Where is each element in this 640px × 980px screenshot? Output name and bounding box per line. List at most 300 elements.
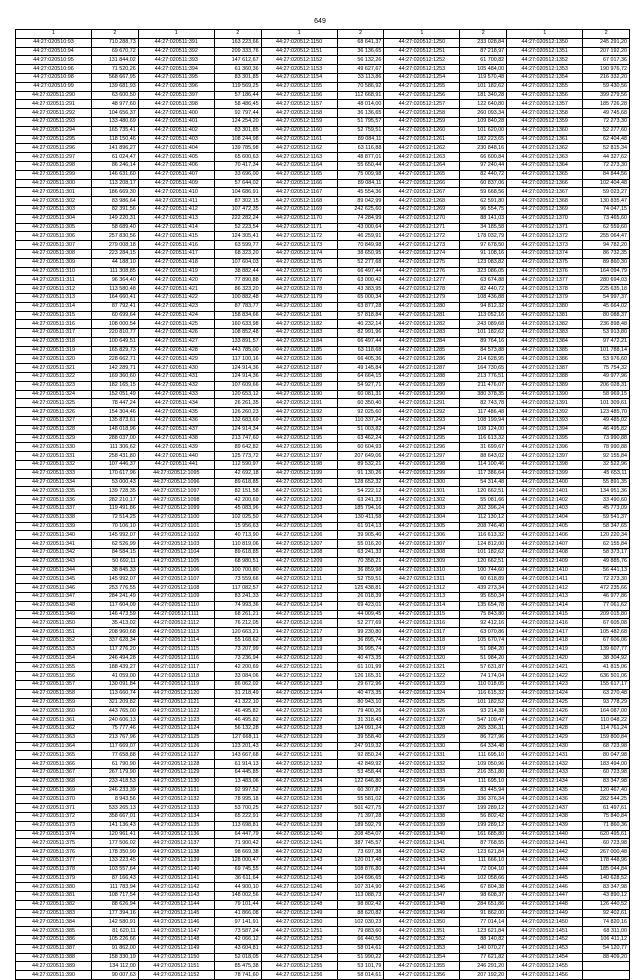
cadastral-value-cell: 57 644,02 — [214, 179, 261, 188]
cadastral-number-cell: 44:27:020512:1365 — [507, 170, 583, 179]
cadastral-number-cell: 44:27:020512:1406 — [507, 531, 583, 540]
cadastral-number-cell: 44:27:020512:1382 — [507, 320, 583, 329]
table-row — [16, 153, 630, 162]
cadastral-number-cell: 44:27:020512:1151 — [261, 47, 337, 56]
cadastral-number-cell: 44:27:020512:1226 — [261, 707, 337, 716]
cadastral-value-cell: 142 289,71 — [92, 364, 139, 373]
cadastral-number-cell: 44:27:020511:337 — [16, 505, 92, 514]
cadastral-number-cell: 44:27:020512:1397 — [507, 452, 583, 461]
table-row — [16, 865, 630, 874]
cadastral-number-cell: 44:27:020512:1183 — [261, 329, 337, 338]
cadastral-value-cell: 92 155,84 — [583, 452, 630, 461]
cadastral-value-cell: 111 666,10 — [460, 856, 507, 865]
cadastral-number-cell: 44:27:020511:422 — [138, 293, 214, 302]
table-row — [16, 241, 630, 250]
cadastral-value-cell: 68 980,51 — [214, 557, 261, 566]
cadastral-number-cell: 44:27:020512:1278 — [384, 285, 460, 294]
cadastral-value-cell: 64 664,15 — [337, 373, 384, 382]
table-row — [16, 126, 630, 135]
cadastral-number-cell: 44:27:020512:1099 — [138, 505, 214, 514]
cadastral-number-cell: 44:27:020511:305 — [16, 223, 92, 232]
cadastral-value-cell: 120 220,34 — [583, 531, 630, 540]
cadastral-number-cell: 44:27:020512:1416 — [507, 619, 583, 628]
cadastral-number-cell: 44:27:020511:432 — [138, 381, 214, 390]
cadastral-number-cell: 44:27:020512:1205 — [261, 522, 337, 531]
cadastral-value-cell: 79 101,44 — [214, 900, 261, 909]
cadastral-number-cell: 44:27:020512:1338 — [384, 812, 460, 821]
table-row — [16, 513, 630, 522]
cadastral-value-cell: 88 140,82 — [460, 936, 507, 945]
cadastral-value-cell: 46 977,86 — [583, 593, 630, 602]
cadastral-value-cell: 533 265,13 — [92, 804, 139, 813]
cadastral-value-cell: 108 244,98 — [214, 135, 261, 144]
cadastral-number-cell: 44:27:020512:1436 — [507, 795, 583, 804]
cadastral-number-cell: 44:27:020512:1442 — [507, 848, 583, 857]
cadastral-number-cell: 44:27:020512:1415 — [507, 610, 583, 619]
cadastral-value-cell: 105 670,74 — [460, 636, 507, 645]
cadastral-value-cell: 120 017,48 — [337, 856, 384, 865]
cadastral-value-cell: 120 653,12 — [214, 390, 261, 399]
cadastral-number-cell: 44:27:020512:1196 — [261, 443, 337, 452]
cadastral-value-cell: 55 581,02 — [337, 795, 384, 804]
cadastral-number-cell: 44:27:020511:332 — [16, 461, 92, 470]
cadastral-value-cell: 140 628,52 — [583, 874, 630, 883]
cadastral-number-cell: 44:27:020511:321 — [16, 364, 92, 373]
cadastral-number-cell: 44:27:020512:1344 — [384, 865, 460, 874]
cadastral-value-cell: 148 002,56 — [214, 892, 261, 901]
cadastral-number-cell: 44:27:020512:1389 — [507, 381, 583, 390]
cadastral-number-cell: 44:27:020512:1304 — [384, 513, 460, 522]
cadastral-value-cell: 147 612,67 — [214, 56, 261, 65]
cadastral-value-cell: 93 778,29 — [583, 698, 630, 707]
cadastral-value-cell: 44 900,10 — [214, 883, 261, 892]
cadastral-number-cell: 44:27:020512:1404 — [507, 513, 583, 522]
cadastral-number-cell: 44:27:020511:342 — [16, 549, 92, 558]
cadastral-value-cell: 178 032,79 — [460, 232, 507, 241]
cadastral-number-cell: 44:27:020512:1244 — [261, 865, 337, 874]
cadastral-value-cell: 70 358,21 — [337, 557, 384, 566]
cadastral-number-cell: 44:27:020512:1180 — [261, 302, 337, 311]
cadastral-number-cell: 44:27:020512:1209 — [261, 557, 337, 566]
cadastral-number-cell: 44:27:020511:354 — [16, 654, 92, 663]
cadastral-value-cell: 45 083,96 — [214, 505, 261, 514]
cadastral-value-cell: 89 764,16 — [460, 337, 507, 346]
cadastral-number-cell: 44:27:020511:367 — [16, 768, 92, 777]
cadastral-number-cell: 44:27:020512:1263 — [384, 153, 460, 162]
cadastral-number-cell: 44:27:020512:1390 — [507, 390, 583, 399]
cadastral-number-cell: 44:27:020511:438 — [138, 434, 214, 443]
cadastral-value-cell: 83 301,85 — [214, 73, 261, 82]
table-row — [16, 232, 630, 241]
cadastral-number-cell: 44:27:020511:371 — [16, 804, 92, 813]
cadastral-number-cell: 44:27:020511:415 — [138, 232, 214, 241]
cadastral-value-cell: 79 883,60 — [337, 927, 384, 936]
cadastral-value-cell: 72 273,30 — [583, 117, 630, 126]
page-number: 649 — [314, 18, 326, 25]
cadastral-number-cell: 44:27:020512:1254 — [384, 73, 460, 82]
cadastral-value-cell: 67 605,08 — [583, 619, 630, 628]
cadastral-number-cell: 44:27:020512:1414 — [507, 601, 583, 610]
cadastral-value-cell: 139 681,93 — [92, 82, 139, 91]
cadastral-value-cell: 32 522,96 — [583, 461, 630, 470]
cadastral-value-cell: 50 692,11 — [92, 557, 139, 566]
cadastral-number-cell: 44:27:020511:341 — [16, 540, 92, 549]
cadastral-value-cell: 40 232,14 — [337, 320, 384, 329]
cadastral-number-cell: 44:27:020512:1179 — [261, 293, 337, 302]
cadastral-value-cell: 282 210,17 — [92, 496, 139, 505]
cadastral-number-cell: 44:27:020512:1228 — [261, 724, 337, 733]
cadastral-value-cell: 209 015,80 — [583, 610, 630, 619]
column-header: 1 — [16, 30, 92, 39]
cadastral-value-cell: 124 914,36 — [214, 364, 261, 373]
cadastral-value-cell: 93 214,38 — [460, 707, 507, 716]
cadastral-number-cell: 44:27:020512:1281 — [384, 311, 460, 320]
cadastral-value-cell: 185 726,28 — [583, 100, 630, 109]
cadastral-number-cell: 44:27:020511:353 — [16, 645, 92, 654]
cadastral-number-cell: 44:27:020511:343 — [16, 557, 92, 566]
cadastral-number-cell: 44:27:020511:316 — [16, 320, 92, 329]
cadastral-number-cell: 44:27:020512:1149 — [138, 944, 214, 953]
cadastral-number-cell: 44:27:020511:313 — [16, 293, 92, 302]
cadastral-number-cell: 44:27:020512:1251 — [384, 47, 460, 56]
cadastral-value-cell: 83 986,64 — [92, 197, 139, 206]
cadastral-value-cell: 387 745,57 — [337, 839, 384, 848]
cadastral-number-cell: 44:27:020512:1232 — [261, 760, 337, 769]
cadastral-value-cell: 57 186,44 — [214, 91, 261, 100]
cadastral-value-cell: 101 309,61 — [583, 399, 630, 408]
cadastral-number-cell: 44:27:020510:95 — [16, 56, 92, 65]
cadastral-number-cell: 44:27:020511:368 — [16, 777, 92, 786]
cadastral-value-cell: 116 613,32 — [460, 531, 507, 540]
cadastral-value-cell: 152 051,49 — [92, 390, 139, 399]
cadastral-number-cell: 44:27:020512:1351 — [507, 47, 583, 56]
cadastral-number-cell: 44:27:020512:1133 — [138, 804, 214, 813]
cadastral-value-cell: 282 544,25 — [583, 795, 630, 804]
cadastral-number-cell: 44:27:020512:1227 — [261, 716, 337, 725]
cadastral-number-cell: 44:27:020512:1256 — [261, 971, 337, 980]
cadastral-number-cell: 44:27:020512:1372 — [507, 232, 583, 241]
cadastral-number-cell: 44:27:020512:1368 — [507, 197, 583, 206]
cadastral-value-cell: 208 454,07 — [337, 830, 384, 839]
cadastral-value-cell: 67 804,38 — [460, 883, 507, 892]
cadastral-number-cell: 44:27:020512:1233 — [261, 768, 337, 777]
cadastral-number-cell: 44:27:020512:1446 — [507, 883, 583, 892]
cadastral-value-cell: 52 223,54 — [214, 223, 261, 232]
cadastral-number-cell: 44:27:020512:1237 — [261, 804, 337, 813]
cadastral-value-cell: 97 141,91 — [214, 918, 261, 927]
cadastral-number-cell: 44:27:020512:1177 — [261, 276, 337, 285]
cadastral-value-cell: 159 800,84 — [583, 733, 630, 742]
cadastral-value-cell: 49 885,76 — [583, 557, 630, 566]
cadastral-value-cell: 100 882,48 — [214, 293, 261, 302]
cadastral-number-cell: 44:27:020512:1373 — [507, 241, 583, 250]
cadastral-value-cell: 547 109,47 — [460, 716, 507, 725]
cadastral-number-cell: 44:27:020511:365 — [16, 751, 92, 760]
cadastral-number-cell: 44:27:020512:1271 — [384, 223, 460, 232]
table-row — [16, 496, 630, 505]
cadastral-value-cell: 42 200,69 — [214, 496, 261, 505]
cadastral-number-cell: 44:27:020512:1295 — [384, 434, 460, 443]
cadastral-number-cell: 44:27:020512:1352 — [507, 56, 583, 65]
cadastral-number-cell: 44:27:020512:1253 — [384, 65, 460, 74]
table-row — [16, 179, 630, 188]
cadastral-value-cell: 111 306,62 — [92, 443, 139, 452]
cadastral-number-cell: 44:27:020512:1355 — [384, 962, 460, 971]
cadastral-value-cell: 117 486,48 — [460, 408, 507, 417]
cadastral-number-cell: 44:27:020512:1102 — [138, 531, 214, 540]
cadastral-value-cell: 58 014,61 — [337, 944, 384, 953]
cadastral-number-cell: 44:27:020512:1125 — [138, 733, 214, 742]
cadastral-number-cell: 44:27:020511:436 — [138, 417, 214, 426]
cadastral-number-cell: 44:27:020512:1123 — [138, 716, 214, 725]
cadastral-number-cell: 44:27:020512:1234 — [261, 777, 337, 786]
cadastral-number-cell: 44:27:020512:1128 — [138, 760, 214, 769]
table-row — [16, 443, 630, 452]
cadastral-number-cell: 44:27:020512:1135 — [138, 821, 214, 830]
cadastral-number-cell: 44:27:020512:1318 — [384, 636, 460, 645]
cadastral-value-cell: 284 651,86 — [460, 900, 507, 909]
cadastral-number-cell: 44:27:020512:1324 — [384, 689, 460, 698]
cadastral-value-cell: 44 327,62 — [583, 153, 630, 162]
table-row — [16, 73, 630, 82]
cadastral-number-cell: 44:27:020512:1358 — [507, 109, 583, 118]
cadastral-value-cell: 358 667,01 — [92, 812, 139, 821]
cadastral-value-cell: 33 696,00 — [214, 170, 261, 179]
cadastral-number-cell: 44:27:020512:1241 — [261, 839, 337, 848]
cadastral-value-cell: 96 554,75 — [460, 205, 507, 214]
table-row — [16, 953, 630, 962]
table-row — [16, 249, 630, 258]
cadastral-number-cell: 44:27:020512:1355 — [507, 82, 583, 91]
table-row — [16, 848, 630, 857]
cadastral-value-cell: 39 905,40 — [337, 531, 384, 540]
cadastral-number-cell: 44:27:020512:1340 — [384, 830, 460, 839]
cadastral-value-cell: 99 230,80 — [337, 628, 384, 637]
cadastral-value-cell: 123 621,84 — [460, 848, 507, 857]
cadastral-number-cell: 44:27:020512:1280 — [384, 302, 460, 311]
cadastral-number-cell: 44:27:020512:1417 — [507, 628, 583, 637]
cadastral-value-cell: 74 284,99 — [337, 214, 384, 223]
cadastral-number-cell: 44:27:020512:1430 — [507, 742, 583, 751]
cadastral-value-cell: 206 028,31 — [583, 381, 630, 390]
cadastral-number-cell: 44:27:020511:369 — [16, 786, 92, 795]
cadastral-number-cell: 44:27:020512:1350 — [507, 38, 583, 47]
cadastral-value-cell: 72 004,10 — [460, 865, 507, 874]
cadastral-value-cell: 36 136,65 — [337, 109, 384, 118]
cadastral-number-cell: 44:27:020511:319 — [16, 346, 92, 355]
cadastral-value-cell: 53 101,79 — [337, 962, 384, 971]
cadastral-number-cell: 44:27:020512:1249 — [261, 909, 337, 918]
cadastral-number-cell: 44:27:020512:1272 — [384, 232, 460, 241]
cadastral-value-cell: 72 273,30 — [583, 575, 630, 584]
cadastral-value-cell: 246 291,20 — [460, 962, 507, 971]
table-row — [16, 390, 630, 399]
cadastral-value-cell: 119 491,86 — [92, 505, 139, 514]
cadastral-number-cell: 44:27:020512:1305 — [384, 522, 460, 531]
cadastral-value-cell: 38 650,95 — [337, 249, 384, 258]
cadastral-value-cell: 60 350,40 — [337, 399, 384, 408]
cadastral-value-cell: 103 557,64 — [92, 865, 139, 874]
cadastral-number-cell: 44:27:020511:300 — [16, 179, 92, 188]
cadastral-number-cell: 44:27:020512:1351 — [384, 927, 460, 936]
cadastral-number-cell: 44:27:020511:292 — [16, 109, 92, 118]
cadastral-value-cell: 101 620,00 — [460, 126, 507, 135]
cadastral-number-cell: 44:27:020512:1413 — [507, 593, 583, 602]
cadastral-value-cell: 108 852,48 — [214, 329, 261, 338]
cadastral-value-cell: 132 683,69 — [214, 417, 261, 426]
cadastral-number-cell: 44:27:020512:1097 — [138, 487, 214, 496]
cadastral-number-cell: 44:27:020511:325 — [16, 399, 92, 408]
cadastral-number-cell: 44:27:020512:1176 — [261, 267, 337, 276]
column-header: 1 — [384, 30, 460, 39]
cadastral-value-cell: 108 000,54 — [92, 320, 139, 329]
cadastral-number-cell: 44:27:020511:360 — [16, 707, 92, 716]
cadastral-number-cell: 44:27:020512:1284 — [384, 337, 460, 346]
cadastral-number-cell: 44:27:020512:1106 — [138, 566, 214, 575]
cadastral-value-cell: 83 241,33 — [214, 593, 261, 602]
cadastral-number-cell: 44:27:020512:1352 — [384, 936, 460, 945]
cadastral-number-cell: 44:27:020511:361 — [16, 716, 92, 725]
cadastral-value-cell: 64 334,48 — [460, 742, 507, 751]
cadastral-number-cell: 44:27:020512:1399 — [507, 469, 583, 478]
cadastral-number-cell: 44:27:020512:1259 — [384, 117, 460, 126]
cadastral-number-cell: 44:27:020511:322 — [16, 373, 92, 382]
cadastral-value-cell: 92 025,60 — [337, 408, 384, 417]
cadastral-number-cell: 44:27:020512:1253 — [261, 944, 337, 953]
cadastral-value-cell: 225 635,18 — [583, 285, 630, 294]
cadastral-number-cell: 44:27:020512:1329 — [384, 733, 460, 742]
cadastral-value-cell: 66 600,84 — [460, 153, 507, 162]
cadastral-value-cell: 118 150,46 — [92, 135, 139, 144]
cadastral-number-cell: 44:27:020511:388 — [16, 953, 92, 962]
cadastral-number-cell: 44:27:020512:1307 — [384, 540, 460, 549]
table-row — [16, 478, 630, 487]
cadastral-value-cell: 113 052,16 — [460, 311, 507, 320]
cadastral-number-cell: 44:27:020511:375 — [16, 839, 92, 848]
cadastral-number-cell: 44:27:020512:1296 — [384, 443, 460, 452]
cadastral-number-cell: 44:27:020511:412 — [138, 205, 214, 214]
cadastral-value-cell: 52 277,60 — [583, 126, 630, 135]
table-row — [16, 724, 630, 733]
cadastral-value-cell: 58 014,61 — [337, 971, 384, 980]
cadastral-number-cell: 44:27:020512:1134 — [138, 812, 214, 821]
cadastral-number-cell: 44:27:020511:434 — [138, 399, 214, 408]
cadastral-number-cell: 44:27:020512:1435 — [507, 786, 583, 795]
table-row — [16, 161, 630, 170]
cadastral-number-cell: 44:27:020512:1391 — [507, 399, 583, 408]
cadastral-number-cell: 44:27:020512:1366 — [507, 179, 583, 188]
cadastral-value-cell: 63 877,28 — [337, 302, 384, 311]
cadastral-number-cell: 44:27:020512:1291 — [384, 399, 460, 408]
cadastral-value-cell: 95 650,34 — [460, 593, 507, 602]
table-row — [16, 425, 630, 434]
cadastral-number-cell: 44:27:020512:1375 — [507, 258, 583, 267]
cadastral-value-cell: 83 347,98 — [583, 883, 630, 892]
cadastral-value-cell: 77 061,62 — [583, 601, 630, 610]
table-row — [16, 381, 630, 390]
cadastral-number-cell: 44:27:020512:1451 — [507, 927, 583, 936]
cadastral-number-cell: 44:27:020511:291 — [16, 100, 92, 109]
cadastral-number-cell: 44:27:020512:1251 — [261, 927, 337, 936]
cadastral-value-cell: 60 618,89 — [460, 575, 507, 584]
cadastral-number-cell: 44:27:020512:1172 — [261, 232, 337, 241]
cadastral-value-cell: 199 289,12 — [460, 804, 507, 813]
cadastral-value-cell: 134 112,00 — [92, 962, 139, 971]
cadastral-number-cell: 44:27:020511:364 — [16, 742, 92, 751]
cadastral-value-cell: 130 411,58 — [337, 513, 384, 522]
cadastral-number-cell: 44:27:020512:1357 — [507, 100, 583, 109]
cadastral-number-cell: 44:27:020512:1401 — [507, 487, 583, 496]
cadastral-number-cell: 44:27:020511:328 — [16, 425, 92, 434]
cadastral-value-cell: 46 495,82 — [214, 707, 261, 716]
cadastral-value-cell: 78 990,88 — [583, 443, 630, 452]
cadastral-number-cell: 44:27:020511:380 — [16, 883, 92, 892]
cadastral-value-cell: 56 132,26 — [337, 56, 384, 65]
cadastral-value-cell: 139 607,77 — [583, 645, 630, 654]
cadastral-value-cell: 223 284,15 — [92, 249, 139, 258]
cadastral-value-cell: 124 305,41 — [214, 232, 261, 241]
cadastral-value-cell: 53 913,80 — [583, 329, 630, 338]
cadastral-value-cell: 58 373,17 — [583, 549, 630, 558]
cadastral-value-cell: 79 400,26 — [337, 707, 384, 716]
cadastral-value-cell: 202 396,24 — [460, 505, 507, 514]
cadastral-number-cell: 44:27:020512:1153 — [261, 65, 337, 74]
cadastral-number-cell: 44:27:020512:1335 — [384, 786, 460, 795]
cadastral-value-cell: 146 631,60 — [92, 170, 139, 179]
cadastral-value-cell: 213 776,51 — [460, 373, 507, 382]
cadastral-value-cell: 61 700,82 — [460, 56, 507, 65]
cadastral-number-cell: 44:27:020511:345 — [16, 575, 92, 584]
cadastral-number-cell: 44:27:020512:1443 — [507, 856, 583, 865]
cadastral-number-cell: 44:27:020511:405 — [138, 153, 214, 162]
cadastral-value-cell: 86 727,96 — [460, 733, 507, 742]
table-row — [16, 540, 630, 549]
cadastral-value-cell: 86 246,14 — [92, 161, 139, 170]
cadastral-number-cell: 44:27:020512:1246 — [261, 883, 337, 892]
cadastral-value-cell: 42 200,69 — [214, 663, 261, 672]
cadastral-value-cell: 336 376,34 — [460, 795, 507, 804]
cadastral-number-cell: 44:27:020512:1315 — [384, 610, 460, 619]
cadastral-value-cell: 73 587,24 — [214, 927, 261, 936]
cadastral-number-cell: 44:27:020512:1225 — [261, 698, 337, 707]
cadastral-value-cell: 80 088,37 — [583, 311, 630, 320]
cadastral-value-cell: 13 483,06 — [214, 777, 261, 786]
cadastral-number-cell: 44:27:020511:348 — [16, 601, 92, 610]
cadastral-number-cell: 44:27:020512:1151 — [138, 962, 214, 971]
cadastral-number-cell: 44:27:020512:1221 — [261, 663, 337, 672]
cadastral-number-cell: 44:27:020512:1250 — [261, 918, 337, 927]
cadastral-number-cell: 44:27:020512:1126 — [138, 742, 214, 751]
cadastral-value-cell: 67 017,36 — [583, 56, 630, 65]
cadastral-value-cell: 188 439,27 — [92, 663, 139, 672]
cadastral-number-cell: 44:27:020512:1419 — [507, 645, 583, 654]
cadastral-value-cell: 96 364,40 — [92, 276, 139, 285]
cadastral-number-cell: 44:27:020512:1139 — [138, 856, 214, 865]
cadastral-value-cell: 120 662,51 — [460, 487, 507, 496]
cadastral-value-cell: 91 862,00 — [460, 909, 507, 918]
cadastral-number-cell: 44:27:020511:363 — [16, 733, 92, 742]
cadastral-number-cell: 44:27:020511:431 — [138, 373, 214, 382]
cadastral-value-cell: 49 627,67 — [337, 65, 384, 74]
cadastral-value-cell: 145 992,07 — [92, 531, 139, 540]
cadastral-value-cell: 64 447,79 — [214, 830, 261, 839]
cadastral-number-cell: 44:27:020512:1356 — [384, 971, 460, 980]
cadastral-value-cell: 139 785,98 — [214, 144, 261, 153]
cadastral-value-cell: 68 323,20 — [214, 249, 261, 258]
cadastral-value-cell: 53 976,60 — [583, 355, 630, 364]
cadastral-value-cell: 48 977,60 — [92, 100, 139, 109]
cadastral-number-cell: 44:27:020511:339 — [16, 522, 92, 531]
